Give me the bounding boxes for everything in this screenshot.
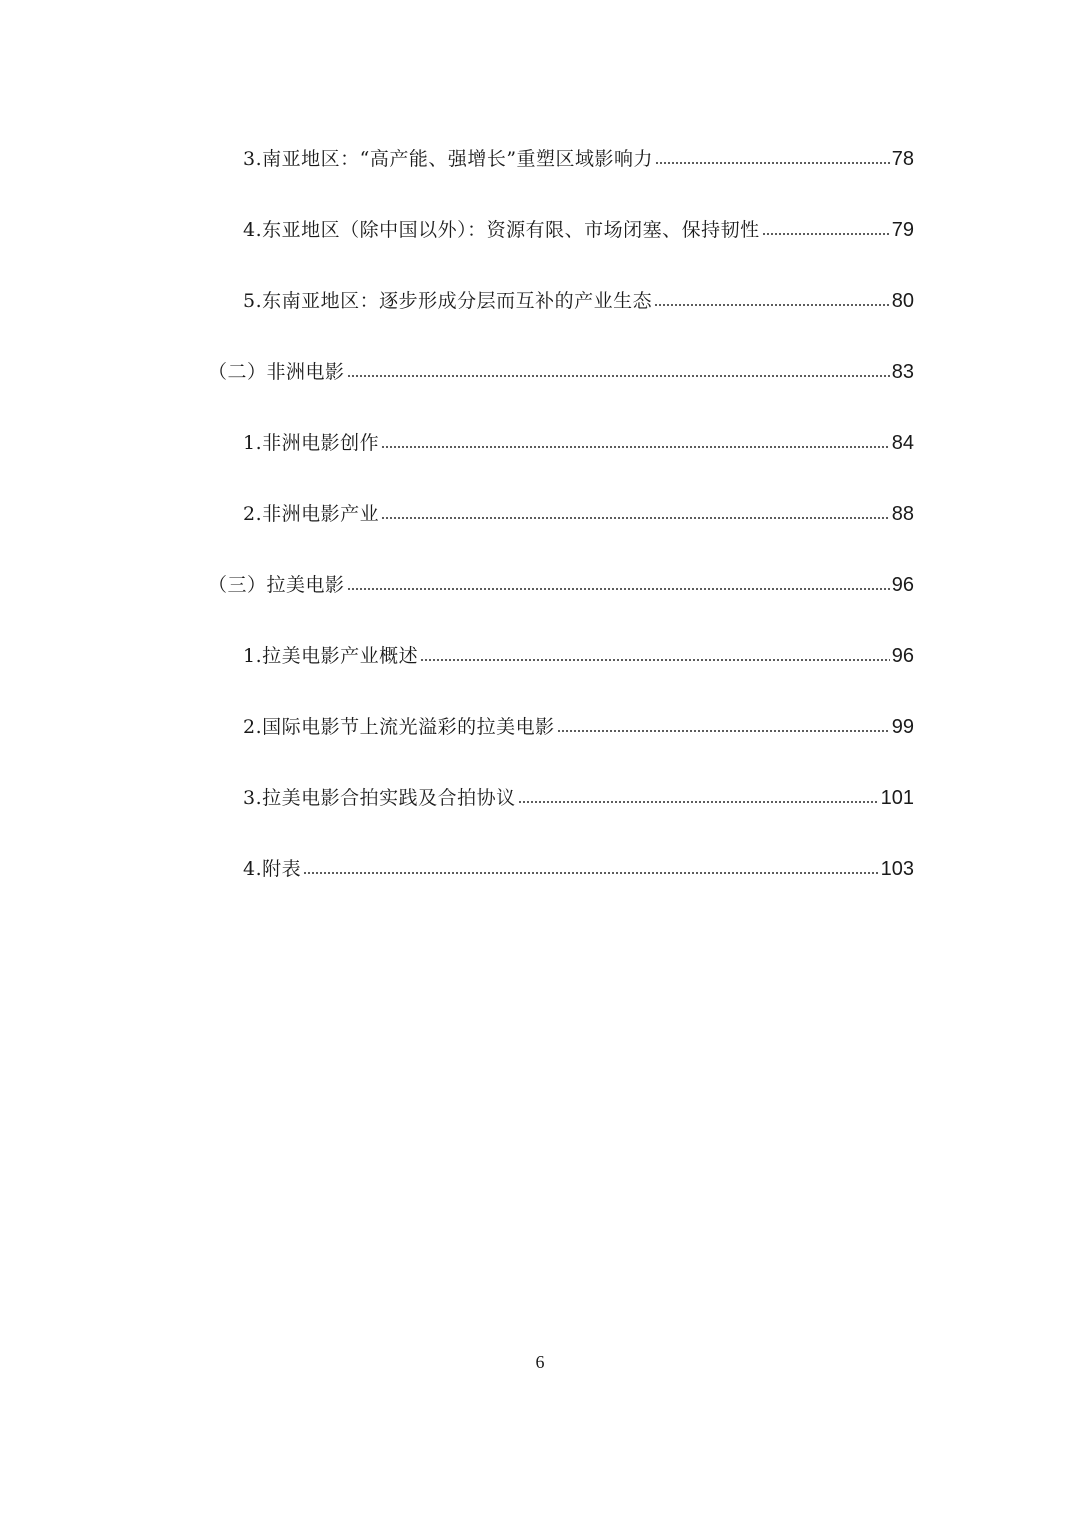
toc-entry-page: 88 (891, 503, 914, 525)
toc-entry-latin-american-coproduction[interactable] (243, 778, 914, 818)
dot-leader (347, 375, 890, 377)
toc-entry-appendix-table[interactable] (243, 849, 914, 889)
toc-entry-african-film-industry[interactable] (243, 494, 914, 534)
toc-entry-page: 83 (891, 361, 914, 383)
toc-entry-page: 96 (891, 574, 914, 596)
toc-entry-title: 3.南亚地区：“高产能、强增长”重塑区域影响力 (243, 148, 654, 170)
toc-entry-title: 2.国际电影节上流光溢彩的拉美电影 (243, 716, 555, 738)
toc-entry-east-asia[interactable] (243, 210, 914, 250)
dot-leader (655, 162, 890, 164)
dot-leader (347, 588, 890, 590)
toc-entry-title: 5.东南亚地区：逐步形成分层而互补的产业生态 (243, 290, 653, 312)
toc-entry-title: （二）非洲电影 (208, 361, 345, 383)
toc-entry-page: 99 (891, 716, 914, 738)
toc-entry-title: 4.附表 (243, 858, 302, 880)
toc-entry-south-asia[interactable] (243, 139, 914, 179)
toc-entry-latin-american-film[interactable] (208, 565, 914, 605)
dot-leader (381, 446, 890, 448)
toc-entry-title: 1.非洲电影创作 (243, 432, 380, 454)
dot-leader (303, 872, 878, 874)
toc-entry-page: 80 (891, 290, 914, 312)
toc-entry-page: 103 (880, 858, 914, 880)
page-number: 6 (535, 1352, 545, 1372)
dot-leader (381, 517, 890, 519)
toc-entry-page: 78 (891, 148, 914, 170)
toc-entry-latin-american-industry-overview[interactable] (243, 636, 914, 676)
dot-leader (762, 233, 890, 235)
toc-entry-southeast-asia[interactable] (243, 281, 914, 321)
toc-entry-african-film[interactable] (208, 352, 914, 392)
toc-entry-latin-american-festivals[interactable] (243, 707, 914, 747)
toc-entry-title: （三）拉美电影 (208, 574, 345, 596)
toc-entry-title: 1.拉美电影产业概述 (243, 645, 419, 667)
dot-leader (420, 659, 890, 661)
dot-leader (518, 801, 879, 803)
toc-entry-title: 3.拉美电影合拍实践及合拍协议 (243, 787, 516, 809)
toc-entry-page: 79 (891, 219, 914, 241)
dot-leader (654, 304, 890, 306)
dot-leader (557, 730, 890, 732)
toc-entry-title: 2.非洲电影产业 (243, 503, 380, 525)
toc-entry-page: 101 (880, 787, 914, 809)
toc-entry-title: 4.东亚地区（除中国以外）：资源有限、市场闭塞、保持韧性 (243, 219, 760, 241)
toc-entry-page: 84 (891, 432, 914, 454)
toc-entry-page: 96 (891, 645, 914, 667)
toc-entry-african-film-creation[interactable] (243, 423, 914, 463)
